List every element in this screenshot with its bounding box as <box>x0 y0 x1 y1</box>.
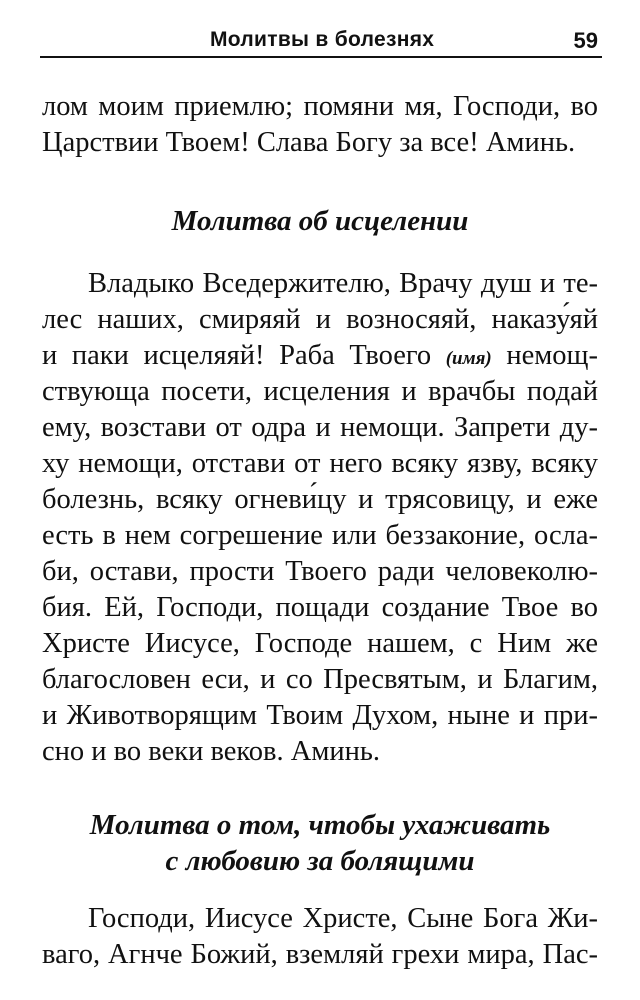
section-heading-line: Молитва о том, чтобы ухаживать <box>89 809 551 841</box>
text-line: би, остави, прости Твоего ради человеколю- <box>42 556 598 587</box>
text-line: Господи, Иисусе Христе, Сыне Бога Жи- <box>88 903 598 934</box>
text-line: сно и во веки веков. Аминь. <box>42 736 380 767</box>
text-line: Царствии Твоем! Слава Богу за все! Аминь. <box>42 127 576 158</box>
text-line: ствующа посети, исцеления и врачбы подай <box>42 376 598 407</box>
text-line: ху немощи, отстави от него всяку язву, всяку <box>42 448 598 479</box>
text-fragment: и паки исцеляяй! Раба Твоего <box>42 340 446 371</box>
text-line: лом моим приемлю; помяни мя, Господи, во <box>42 91 598 122</box>
text-line: и Животворящим Твоим Духом, ныне и при- <box>42 700 598 731</box>
text-line: благословен еси, и со Пресвятым, и Благим, <box>42 664 598 695</box>
text-line: Христе Иисусе, Господе нашем, с Ним же <box>42 628 598 659</box>
text-line: Владыко Вседержителю, Врачу душ и те- <box>88 268 598 299</box>
text-line: ему, возстави от одра и немощи. Запрети ду- <box>42 412 598 443</box>
text-line: бия. Ей, Господи, пощади создание Твое во <box>42 592 598 623</box>
text-line <box>42 338 598 377</box>
page-number: 59 <box>573 28 598 53</box>
text-fragment: немощ- <box>491 340 598 371</box>
text-line: болезнь, всяку огневи́цу и трясовицу, и еже <box>42 484 598 515</box>
name-placeholder-note: (имя) <box>445 348 492 369</box>
running-title: Молитвы в болезнях <box>210 28 435 51</box>
section-heading-line: с любовию за болящими <box>165 845 475 877</box>
page-header <box>40 18 602 58</box>
text-line: ваго, Агнче Божий, вземляй грехи мира, Пас- <box>42 939 598 970</box>
text-line: есть в нем согрешение или беззаконие, осла- <box>42 520 598 551</box>
section-heading: Молитва об исцелении <box>171 205 469 237</box>
text-line: лес наших, смиряяй и возносяяй, наказу́яй <box>42 304 598 335</box>
